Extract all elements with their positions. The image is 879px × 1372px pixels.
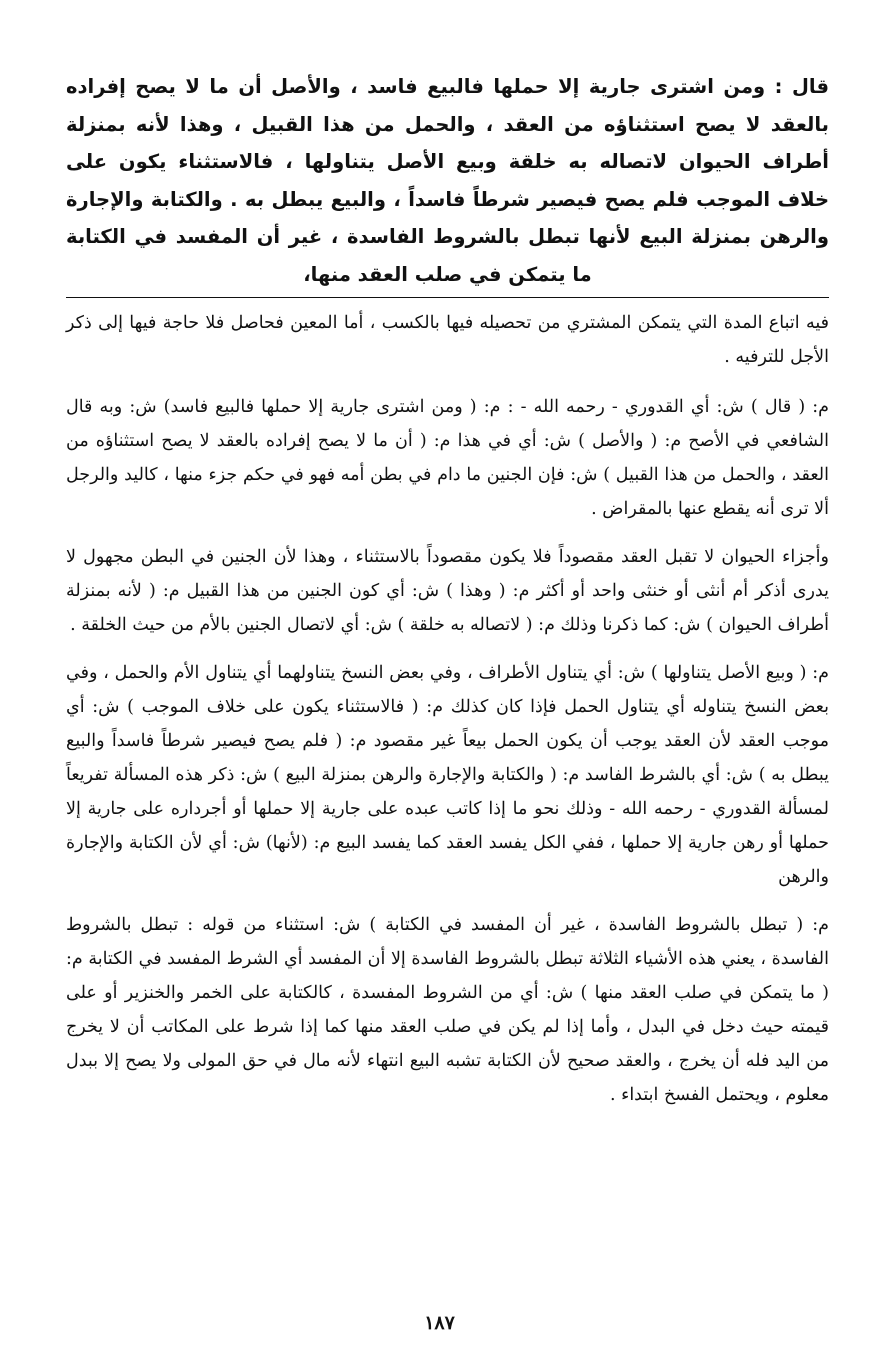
commentary-paragraph-5: م: ( تبطل بالشروط الفاسدة ، غير أن المفسد في الكتابة ) ش: استثناء من قوله : تبطل بالشروط الفاسدة ، يعني هذه الأشياء الثلاثة تبطل بالشروط الفاسدة إلا أن المفسد أي الشرط المفسد في الكتابة م: ( ما يتمكن في صلب العقد منها ) ش: أي من الشروط المفسدة ، كالكتابة على الخمر والخنزير أو على قيمته حيث دخل في البدل ، وأما إذا لم يكن في صلب العقد منها كما إذا شرط على المكاتب أن لا يخرج من اليد فله أن يخرج ، والعقد صحيح لأن الكتابة تشبه البيع انتهاء لأنه مال في حق المولى ولا يصح إلا ببدل معلوم ، ويحتمل الفسخ ابتداء . xyxy=(66,915,829,1105)
commentary-block xyxy=(66,306,829,1126)
commentary-paragraph-3: وأجزاء الحيوان لا تقبل العقد مقصوداً فلا يكون مقصوداً بالاستثناء ، وهذا لأن الجنين في البطن مجهول لا يدرى أذكر أم أنثى أو خنثى واحد أو أكثر م: ( وهذا ) ش: أي كون الجنين من هذا القبيل م: ( لأنه بمنزلة أطراف الحيوان ) ش: كما ذكرنا وذلك م: ( لاتصاله به خلقة ) ش: أي لاتصال الجنين بالأم من حيث الخلقة . xyxy=(66,547,829,635)
commentary-paragraph-2: م: ( قال ) ش: أي القدوري - رحمه الله - : م: ( ومن اشترى جارية إلا حملها فالبيع فاسد) ش: وبه قال الشافعي في الأصح م: ( والأصل ) ش: أي في هذا م: ( أن ما لا يصح إفراده بالعقد لا يصح استثناؤه من العقد ، والحمل من هذا القبيل ) ش: فإن الجنين ما دام في بطن أمه فهو في حكم جزء منها ، كاليد والرجل ألا ترى أنه يقطع عنها بالمقراض . xyxy=(66,397,829,519)
main-text-block xyxy=(66,68,829,293)
commentary-paragraph-1: فيه اتباع المدة التي يتمكن المشتري من تحصيله فيها بالكسب ، أما المعين فحاصل فلا حاجة فيها إلى ذكر الأجل للترفيه . xyxy=(66,313,829,367)
footnote-divider xyxy=(66,297,829,298)
commentary-paragraph-4: م: ( وبيع الأصل يتناولها ) ش: أي يتناول الأطراف ، وفي بعض النسخ يتناولهما أي يتناول الأم والحمل ، وفي بعض النسخ يتناوله أي يتناول الحمل فإذا كان كذلك م: ( فالاستثناء يكون على خلاف الموجب ) ش: أي موجب العقد لأن العقد يوجب أن يكون الحمل بيعاً غير مقصود م: ( فلم يصح فيصير شرطاً فاسداً والبيع يبطل به ) ش: أي بالشرط الفاسد م: ( والكتابة والإجارة والرهن بمنزلة البيع ) ش: ذكر هذه المسألة تفريعاً لمسألة القدوري - رحمه الله - وذلك نحو ما إذا كاتب عبده على جارية إلا حملها أو أجرداره على جارية إلا حملها أو رهن جارية إلا حملها ، ففي الكل يفسد العقد كما يفسد البيع م: (لأنها) ش: أي لأن الكتابة والإجارة والرهن xyxy=(66,663,829,887)
main-text: قال : ومن اشترى جارية إلا حملها فالبيع فاسد ، والأصل أن ما لا يصح إفراده بالعقد لا يصح استثناؤه من العقد ، والحمل من هذا القبيل ، وهذا لأنه بمنزلة أطراف الحيوان لاتصاله به خلقة وبيع الأصل يتناولها ، فالاستثناء يكون على خلاف الموجب فلم يصح فيصير شرطاً فاسداً ، والبيع يبطل به . والكتابة والإجارة والرهن بمنزلة البيع لأنها تبطل بالشروط الفاسدة ، غير أن المفسد في الكتابة ما يتمكن في صلب العقد منها، xyxy=(66,75,829,286)
page-number: ١٨٧ xyxy=(424,1312,455,1334)
